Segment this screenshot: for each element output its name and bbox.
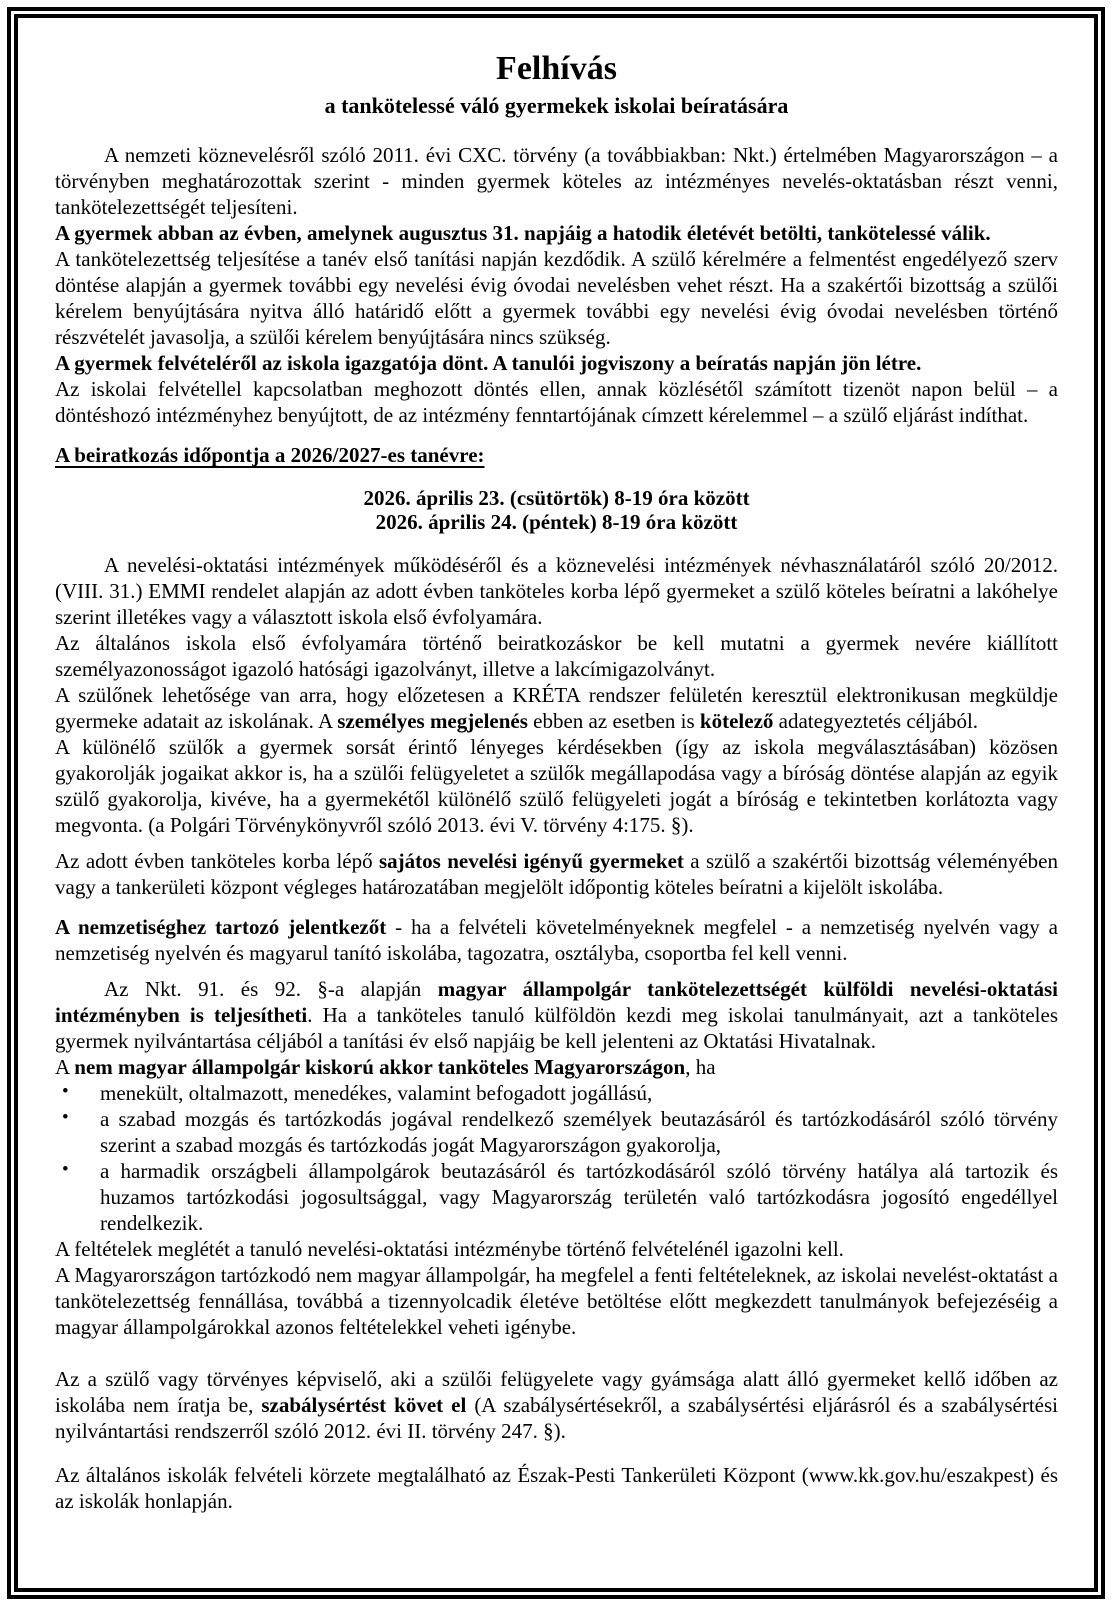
paragraph [55, 350, 1058, 376]
text-run: nem magyar állampolgár kiskorú akkor tanköteles Magyarországon [74, 1055, 686, 1079]
text-run: a szülő a szakértői bizottság véleményében vagy a tankerületi központ végleges határozatában megjelölt időpontig köteles beíratni a kijelölt iskolába. [55, 849, 1058, 899]
document-content [55, 18, 1058, 1514]
paragraph [55, 976, 1058, 1054]
paragraph [55, 734, 1058, 838]
text-run: A különélő szülők a gyermek sorsát érintő lényeges kérdésekben (így az iskola megválasztásában) közösen gyakorolják jogaikat akkor is, ha a szülői felügyeletet a szülők megállapodása vagy a bíróság döntése alapján az egyik szülő gyakorolja, kivéve, ha a gyermekétől különélő szülő felügyeleti jogát a bíróság e tekintetben korlátozta vagy megvonta. (a Polgári Törvénykönyvről szóló 2013. évi V. törvény 4:175. §). [55, 735, 1058, 837]
text-run: kötelező [699, 709, 774, 733]
paragraph [55, 914, 1058, 966]
paragraph [55, 142, 1058, 220]
paragraph [55, 630, 1058, 682]
document-title: Felhívás [496, 50, 617, 87]
text-run: Az adott évben tanköteles korba lépő [55, 849, 379, 873]
bullet-item [55, 1158, 1058, 1236]
text-run: A beiratkozás időpontja a 2026/2027-es tanévre: [55, 443, 485, 467]
section-heading [55, 442, 1058, 468]
text-run: Az általános iskola első évfolyamára történő beiratkozáskor be kell mutatni a gyermek nevére kiállított személyazonosságot igazoló hatósági igazolványt, illetve a lakcímigazolványt. [55, 631, 1058, 681]
text-run: A Magyarországon tartózkodó nem magyar állampolgár, ha megfelel a fenti feltételeknek, az iskolai nevelést-oktatást a tankötelezettség fennállása, továbbá a tizennyolcadik életéve betöltése előtt megkezdett tanulmányok befejezéséig a magyar állampolgárokkal azonos feltételekkel veheti igénybe. [55, 1263, 1058, 1339]
bullet-icon: • [62, 1081, 69, 1102]
text-run: A nevelési-oktatási intézmények működéséről és a köznevelési intézmények névhasználatáról szóló 20/2012. (VIII. 31.) EMMI rendelet alapján az adott évben tanköteles korba lépő gyermeket a szülő köteles beíratni a lakóhelye szerint illetékes vagy a választott iskola első évfolyamára. [55, 553, 1058, 629]
enrollment-date-line [55, 510, 1058, 534]
document-body [55, 142, 1058, 1514]
paragraph [55, 1236, 1058, 1262]
text-run: A szülőnek lehetősége van arra, hogy előzetesen a KRÉTA rendszer felületén keresztül elektronikusan megküldje gyermeke adatait az iskolának. A [55, 683, 1058, 733]
paragraph [55, 552, 1058, 630]
bullet-icon: • [62, 1107, 69, 1128]
text-run: szabálysértést követ el [261, 1393, 467, 1417]
text-run: A feltételek meglétét a tanuló nevelési-oktatási intézménybe történő felvételénél igazolni kell. [55, 1237, 844, 1261]
paragraph [55, 1262, 1058, 1340]
text-run: Az a szülő vagy törvényes képviselő, aki a szülői felügyelete vagy gyámsága alatt álló gyermeket kellő időben az iskolába nem íratja be, [55, 1367, 1058, 1417]
bullet-icon: • [62, 1159, 69, 1180]
text-run: Az általános iskolák felvételi körzete megtalálható az Észak-Pesti Tankerületi Központ (www.kk.gov.hu/eszakpest) és az iskolák honlapján. [55, 1463, 1058, 1513]
text-run: , ha [685, 1055, 716, 1079]
text-run: 2026. április 23. (csütörtök) 8-19 óra között [363, 486, 750, 510]
text-run: A tankötelezettség teljesítése a tanév első tanítási napján kezdődik. A szülő kérelmére a felmentést engedélyező szerv döntése alapján a gyermek további egy nevelési évig óvodai nevelésben vehet részt. Ha a szakértői bizottság a szülői kérelem benyújtására nyitva álló határidő előtt a gyermek további egy nevelési évig óvodai nevelésben történő részvételét javasolja, a szülői kérelem benyújtására nincs szükség. [55, 247, 1058, 349]
paragraph [55, 1462, 1058, 1514]
paragraph [55, 1366, 1058, 1444]
bullet-text [100, 1159, 1058, 1235]
paragraph [55, 682, 1058, 734]
text-run: - ha a felvételi követelményeknek megfelel - a nemzetiség nyelvén vagy a nemzetiség nyelvén és magyarul tanító iskolába, tagozatra, osztályba, csoportba fel kell venni. [55, 915, 1058, 965]
text-run: a szabad mozgás és tartózkodás jogával rendelkező személyek beutazásáról és tartózkodásáról szóló törvény szerint a szabad mozgás és tartózkodás jogát Magyarországon gyakorolja, [100, 1107, 1058, 1157]
text-run: A nemzetiséghez tartozó jelentkezőt [55, 915, 387, 939]
text-run: A nemzeti köznevelésről szóló 2011. évi CXC. törvény (a továbbiakban: Nkt.) értelmében Magyarországon – a törvényben meghatározottak szerint - minden gyermek köteles az intézményes nevelés-oktatásban részt venni, tankötelezettségét teljesíteni. [55, 143, 1058, 219]
text-run: A [55, 1055, 75, 1079]
text-run: menekült, oltalmazott, menedékes, valamint befogadott jogállású, [100, 1081, 653, 1105]
text-run: (A szabálysértésekről, a szabálysértési eljárásról és a szabálysértési nyilvántartási rendszerről szóló 2012. évi II. törvény 247. §). [55, 1393, 1058, 1443]
document-subtitle: a tankötelessé váló gyermekek iskolai beíratására [324, 93, 789, 118]
text-run: A gyermek felvételéről az iskola igazgatója dönt. A tanulói jogviszony a beíratás napján jön létre. [55, 351, 922, 375]
text-run: Az iskolai felvétellel kapcsolatban meghozott döntés ellen, annak közlésétől számított tizenöt napon belül – a döntéshozó intézményhez benyújtott, de az intézmény fenntartójának címzett kérelemmel – a szülő eljárást indíthat. [55, 377, 1058, 427]
text-run: A gyermek abban az évben, amelynek augusztus 31. napjáig a hatodik életévét betölti, tankötelessé válik. [55, 221, 991, 245]
paragraph [55, 376, 1058, 428]
bullet-item [55, 1106, 1058, 1158]
text-run: . Ha a tanköteles tanuló külföldön kezdi meg iskolai tanulmányait, azt a tanköteles gyermek nyilvántartása céljából a tanítási év első napjáig be kell jelenteni az Oktatási Hivatalnak. [55, 1003, 1059, 1053]
bullet-list [55, 1080, 1058, 1236]
paragraph [55, 848, 1058, 900]
paragraph [55, 1054, 1058, 1080]
bullet-item [55, 1080, 1058, 1106]
bullet-text [100, 1081, 652, 1105]
paragraph [55, 220, 1058, 246]
paragraph [55, 246, 1058, 350]
text-run: személyes megjelenés [337, 709, 528, 733]
text-run: a harmadik országbeli állampolgárok beutazásáról és tartózkodásáról szóló törvény hatálya alá tartozik és huzamos tartózkodási jogosultsággal, vagy Magyarország területén való tartózkodásra jogosító engedéllyel rendelkezik. [100, 1159, 1058, 1235]
bullet-text [100, 1107, 1058, 1157]
text-run: sajátos nevelési igényű gyermeket [378, 849, 684, 873]
text-run: Az Nkt. 91. és 92. §-a alapján [104, 977, 438, 1001]
text-run: 2026. április 24. (péntek) 8-19 óra között [375, 510, 738, 534]
enrollment-date-line [55, 486, 1058, 510]
text-run: magyar állampolgár tankötelezettségét külföldi nevelési-oktatási intézményben is teljesítheti [55, 977, 1058, 1027]
text-run: adategyeztetés céljából. [773, 709, 979, 733]
text-run: ebben az esetben is [527, 709, 700, 733]
